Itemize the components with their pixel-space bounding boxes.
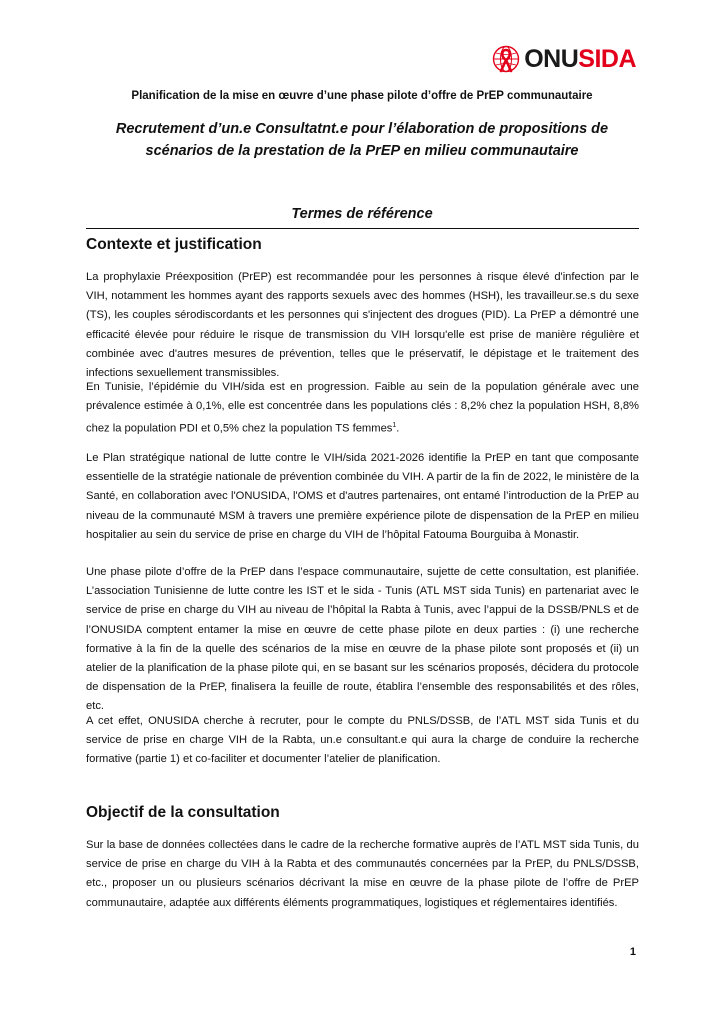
section-heading-objective: Objectif de la consultation	[86, 804, 280, 821]
paragraph-national-plan: Le Plan stratégique national de lutte contre le VIH/sida 2021-2026 identifie la PrEP en tant que composante essentielle de la stratégie nationale de prévention combinée du VIH. A partir de la fin de 2022, le ministère de la Santé, en collaboration avec l'ONUSIDA, l'OMS et d'autres partenaires, ont entamé l’introduction de la PrEP au niveau de la communauté MSM à travers une première expérience pilote de dispensation de la PrEP en milieu hospitalier au sein du service de prise en charge du VIH de l’hôpital Fatouma Bourguiba à Monastir.	[86, 452, 639, 541]
paragraph-tunisia-epidemic: En Tunisie, l’épidémie du VIH/sida est en progression. Faible au sein de la population générale avec une prévalence estimée à 0,1%, elle est concentrée dans les populations clés : 8,2% chez la population HSH, 8,8% chez la population PDI et 0,5% chez la population TS femmes$^1$.	[86, 381, 639, 436]
logo-wordmark: ONUSIDA	[524, 44, 636, 73]
section-heading-context: Contexte et justification	[86, 236, 262, 253]
page-number: 1	[629, 946, 636, 958]
red-ribbon-globe-icon	[491, 44, 521, 74]
paragraph-pilot-phase: Une phase pilote d’offre de la PrEP dans l’espace communautaire, sujette de cette consultation, est planifiée. L’association Tunisienne de lutte contre les IST et le sida - Tunis (ATL MST sida Tunis) en partenariat avec le service de prise en charge du VIH au niveau de l’hôpital la Rabta à Tunis, avec l’appui de la DSSB/PNLS et de l’ONUSIDA comptent entamer la mise en œuvre de cette phase pilote en deux parties : (i) une recherche formative à la fin de la quelle des scénarios de la mise en œuvre de la phase pilote sont proposés et (ii) un atelier de la planification de la phase pilote qui, en se basant sur les scénarios proposés, décidera du protocole de dispensation de la PrEP, finalisera la feuille de route, établira l’ensemble des responsabilités et des rôles, etc.	[86, 566, 639, 713]
document-title: Recrutement d’un.e Consultatnt.e pour l’élaboration de propositions de scénarios de la prestation de la PrEP en milieu communautaire	[115, 121, 609, 159]
terms-of-reference-title: Termes de référence	[291, 206, 433, 222]
paragraph-prep-definition: La prophylaxie Préexposition (PrEP) est recommandée pour les personnes à risque élevé d'infection par le VIH, notamment les hommes ayant des rapports sexuels avec des hommes (HSH), les travailleur.se.s du sexe (TS), les couples sérodiscordants et les personnes qui s'injectent des drogues (PID). La PrEP a démontré une efficacité élevée pour réduire le risque de transmission du VIH lorsqu'elle est prise de manière régulière et combinée avec d'autres mesures de prévention, telles que le préservatif, le dépistage et le traitement des infections sexuellement transmissibles.	[86, 271, 639, 380]
paragraph-objective: Sur la base de données collectées dans le cadre de la recherche formative auprès de l’ATL MST sida Tunis, du service de prise en charge du VIH à la Rabta et des communautés concernées par la PrEP, du PNLS/DSSB, etc., proposer un ou plusieurs scénarios décrivant la mise en œuvre de la phase pilote de l’offre de PrEP communautaire, adaptée aux différents éléments programmatiques, logistiques et réglementaires identifiés.	[86, 839, 639, 909]
onusida-logo	[491, 44, 636, 74]
document-subtitle: Planification de la mise en œuvre d’une phase pilote d’offre de PrEP communautaire	[131, 90, 593, 102]
title-divider	[86, 228, 639, 229]
footnote-reference: 1	[392, 422, 397, 430]
paragraph-recruitment: A cet effet, ONUSIDA cherche à recruter, pour le compte du PNLS/DSSB, de l’ATL MST sida Tunis et du service de prise en charge VIH de la Rabta, un.e consultant.e qui aura la charge de conduire la recherche formative (partie 1) et co-faciliter et documenter l’atelier de planification.	[86, 715, 639, 766]
